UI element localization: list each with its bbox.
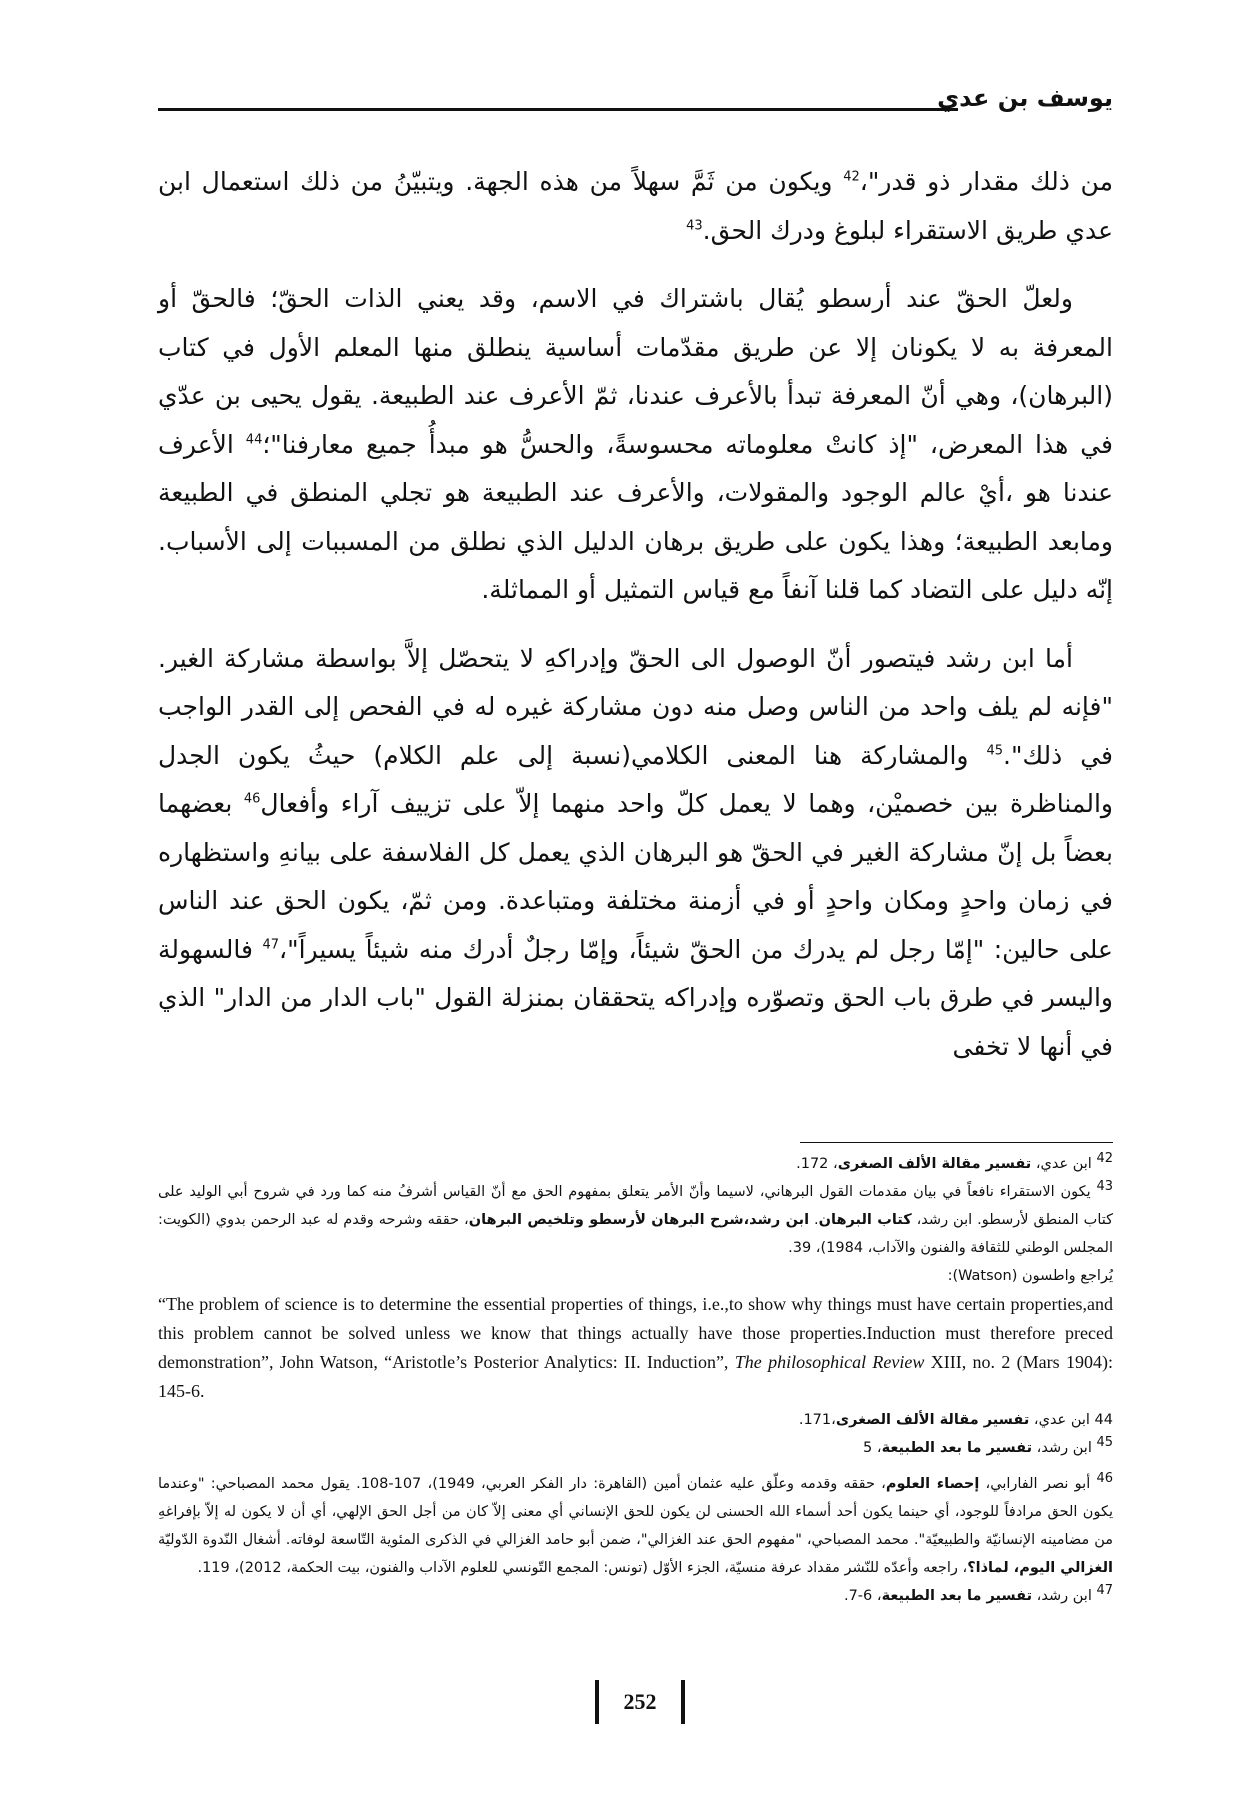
footnotes: [158, 1150, 1113, 1610]
footnote-ref-44[interactable]: 44: [245, 432, 263, 448]
paragraph-3: أما ابن رشد فيتصور أنّ الوصول الى الحقّ وإدراكهِ لا يتحصّل إلاَّ بواسطة مشاركة الغير. "فإنه لم يلف واحد من الناس وصل منه دون مشاركة غيره له في الفحص إلى القدر الواجب في ذلك".$^{45}$ والمشاركة هنا المعنى الكلامي(نسبة إلى علم الكلام) حيثُ يكون الجدل والمناظرة بين خصميْن، وهما لا يعمل كلّ واحد منهما إلاّ على تزييف آراء وأفعال$^{46}$ بعضهما بعضاً بل إنّ مشاركة الغير في الحقّ هو البرهان الذي يعمل كل الفلاسفة على بيانهِ واستظهاره في زمان واحدٍ ومكان واحدٍ أو في أزمنة مختلفة ومتباعدة. ومن ثمّ، يكون الحق عند الناس على حالين: "إمّا رجل لم يدرك من الحقّ شيئاً، وإمّا رجلٌ أدرك منه شيئاً يسيراً"،$^{47}$ فالسهولة واليسر في طرق باب الحق وتصوّره وإدراكه يتحققان بمنزلة القول "باب الدار من الدار" الذي في أنها لا تخفى: [158, 643, 1113, 1061]
paragraph-1: من ذلك مقدار ذو قدر"،$^{42}$ ويكون من ثَمَّ سهلاً من هذه الجهة. ويتبيّنُ من ذلك استعمال ابن عدي طريق الاستقراء لبلوغ ودرك الحق.$^{43}$: [158, 167, 1113, 245]
footnote-43-english-quote: “The problem of science is to determine the essential properties of things, i.e.,to show why things must have certain properties,and this problem cannot be solved unless we know that things actually have those properties.Induction must therefore preced demonstration”, John Watson, “Aristotle’s Posterior Analytics: II. Induction”, The philosophical Review XIII, no. 2 (Mars 1904): 145-6.: [158, 1294, 1113, 1401]
footnote-45: $^{45}$ ابن رشد، تفسير ما بعد الطبيعة، 5: [863, 1435, 1113, 1456]
footnote-ref-42[interactable]: 42: [843, 169, 860, 185]
footnote-43: $^{43}$ يكون الاستقراء نافعاً في بيان مقدمات القول البرهاني، لاسيما وأنّ الأمر يتعلق بمفهوم الحق مع أنّ القياس أشرفُ منه كما ورد في شروح أبي الوليد على كتاب المنطق لأرسطو. ابن رشد، كتاب البرهان. ابن رشد،شرح البرهان لأرسطو وتلخيص البرهان، حققه وشرحه وقدم له عبد الرحمن بدوي (الكويت: المجلس الوطني للثقافة والفنون والآداب، 1984)، 39.: [158, 1179, 1114, 1256]
footnote-46: $^{46}$ أبو نصر الفارابي، إحصاء العلوم، حققه وقدمه وعلّق عليه عثمان أمين (القاهرة: دار الفكر العربي، 1949)، 107-108. يقول محمد المصباحي: "وعندما يكون الحق مرادفاً للوجود، أي حينما يكون أحد أسماء الله الحسنى لن يكون للحق الإنساني أي معنى إلاّ كان من أجل الحق الإلهي، أي أن لا يكون له إلاّ بإفراغهِ من مضامينه الإنسانيّة والطبيعيّة". محمد المصباحي، "مفهوم الحق عند الغزالي"، ضمن أبو حامد الغزالي في الذكرى المئوية التّاسعة لوفاته. أشغال النّدوة الدّوليّة الغزالي اليوم، لماذا؟، راجعه وأعدّه للنّشر مقداد عرفة منسيّة، الجزء الأوّل (تونس: المجمع التّونسي للعلوم الآداب والفنون، بيت الحكمة، 2012)، 119.: [158, 1471, 1113, 1576]
footnote-42: $^{42}$ ابن عدي، تفسير مقالة الألف الصغرى، 172.: [796, 1151, 1113, 1172]
footnote-44: 44 ابن عدي، تفسير مقالة الألف الصغرى،171.: [798, 1412, 1113, 1428]
page-number-value: 252: [623, 1689, 657, 1714]
page-number-left-bar: [595, 1680, 599, 1724]
page-number-right-bar: [681, 1680, 685, 1724]
paragraph-2: ولعلّ الحقّ عند أرسطو يُقال باشتراك في الاسم، وقد يعني الذات الحقّ؛ فالحقّ أو المعرفة به لا يكونان إلا عن طريق مقدّمات أساسية ينطلق منها المعلم الأول في كتاب (البرهان)، وهي أنّ المعرفة تبدأ بالأعرف عندنا، ثمّ الأعرف عند الطبيعة. يقول يحيى بن عدّي في هذا المعرض، "إذ كانتْ معلوماته محسوسةً، والحسُّ هو مبدأُ جميع معارفنا"؛$^{44}$ الأعرف عندنا هو ،أيْ عالم الوجود والمقولات، والأعرف عند الطبيعة هو تجلي المنطق في الطبيعة ومابعد الطبيعة؛ وهذا يكون على طريق برهان الدليل الذي نطلق من المسببات إلى الأسباب. إنّه دليل على التضاد كما قلنا آنفاً مع قياس التمثيل أو المماثلة.: [158, 284, 1114, 604]
footnote-ref-46[interactable]: 46: [243, 791, 261, 807]
footnote-ref-43[interactable]: 43: [686, 218, 703, 234]
footnote-ref-45[interactable]: 45: [986, 743, 1003, 759]
page-number: [595, 1680, 685, 1724]
header-rule: [158, 108, 958, 111]
footnote-47: $^{47}$ ابن رشد، تفسير ما بعد الطبيعة، 6-7.: [843, 1583, 1113, 1604]
footnote-43-watson-ref: يُراجع واطسون (Watson):: [947, 1268, 1113, 1284]
header-title: يوسف بن عدي: [937, 84, 1113, 112]
footnote-ref-47[interactable]: 47: [262, 937, 280, 953]
main-text: [158, 158, 1113, 1071]
running-header: [158, 84, 1113, 124]
footnote-separator: [800, 1142, 1113, 1143]
